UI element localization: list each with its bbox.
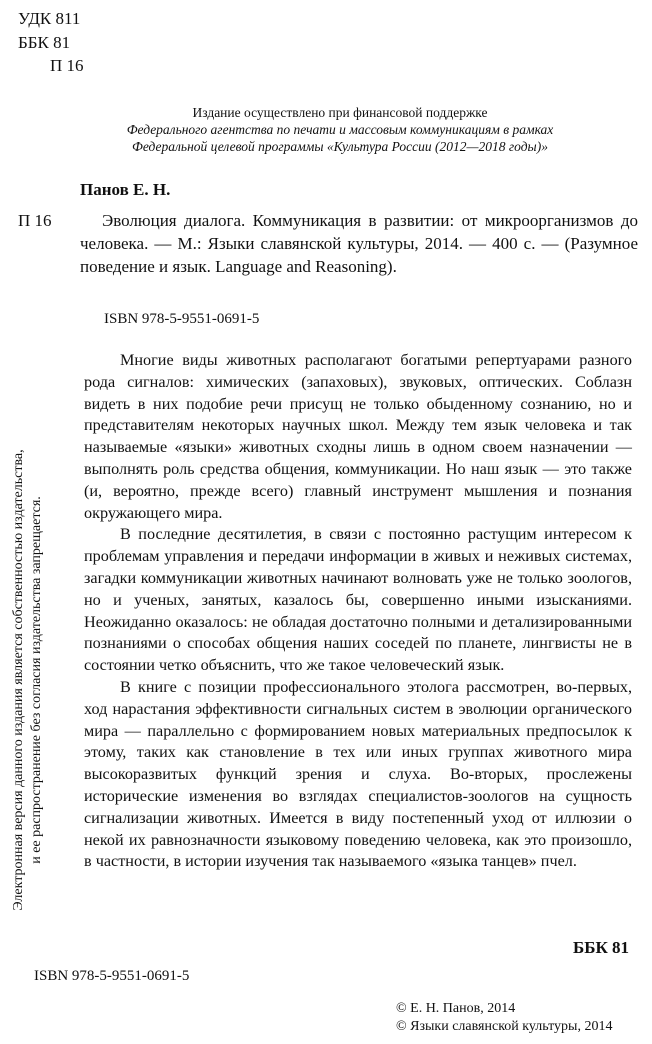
support-note xyxy=(80,104,600,155)
support-note-line: Федерального агентства по печати и массовым коммуникациям в рамках xyxy=(126,122,554,137)
copyright-notice-line: Электронная версия данного издания является собственностью издательства, xyxy=(11,449,26,911)
author-sign: П 16 xyxy=(50,56,84,75)
copyright-publisher: © Языки славянской культуры, 2014 xyxy=(396,1019,613,1034)
abstract-paragraph: Многие виды животных располагают богатыми репертуарами разного рода сигналов: химических (запаховых), звуковых, оптических. Соблазн видеть в них подобие речи присущ не только обыденному сознанию, но и представителям некоторых научных школ. Между тем язык человека и так называемые «языки» животных сходны лишь в одном своем назначении — выполнять роль средства общения, коммуникации. Но наш язык — это также (и, вероятно, прежде всего) главный инструмент мышления и познания окружающего мира. xyxy=(84,351,632,522)
isbn-bottom: ISBN 978-5-9551-0691-5 xyxy=(34,968,190,984)
copyright-author: © Е. Н. Панов, 2014 xyxy=(396,1001,516,1016)
abstract xyxy=(84,350,632,873)
bibliographic-record xyxy=(80,209,638,278)
bbk-bottom: ББК 81 xyxy=(573,938,630,957)
support-note-line: Издание осуществлено при финансовой поддержке xyxy=(192,105,488,120)
bibliographic-text: Эволюция диалога. Коммуникация в развитии: от микроорганизмов до человека. — М.: Языки славянской культуры, 2014. — 400 с. — (Разумное поведение и язык. Language and Reasoning). xyxy=(80,211,638,276)
abstract-paragraph: В книге с позиции профессионального этолога рассмотрен, во-первых, ход нарастания эффективности сигнальных систем в эволюции органического мира — параллельно с формированием новых материальных предпосылок к этому, таких как становление в тех или иных группах животного мира высокоразвитых функций зрения и слуха. Во-вторых, прослежены исторические изменения во взглядах специалистов-зоологов на сущность сигнализации животных. Имеется в виду постепенный уход от иллюзии о некой их равнозначности языковому поведению человека, как это произошло, в частности, в истории изучения так называемого «языка танцев» пчел. xyxy=(84,677,632,871)
isbn-record: ISBN 978-5-9551-0691-5 xyxy=(104,311,260,327)
bbk-code: ББК 81 xyxy=(18,33,71,52)
margin-sign: П 16 xyxy=(18,211,52,230)
support-note-line: Федеральной целевой программы «Культура России (2012—2018 годы)» xyxy=(132,139,548,154)
copyright-notice xyxy=(10,360,46,1000)
author-heading: Панов Е. Н. xyxy=(80,180,171,199)
copyright-notice-line: и ее распространение без согласия издательства запрещается. xyxy=(29,496,44,864)
abstract-paragraph: В последние десятилетия, в связи с постоянно растущим интересом к проблемам управления и передачи информации в живых и неживых системах, загадки коммуникации животных начинают волновать уже не только зоологов, но и ученых, занятых, казалось бы, совершенно иными изысканиями. Неожиданно оказалось: не обладая достаточно полными и детализированными познаниями о способах общения наших соседей по планете, лингвисты не в состоянии четко объяснить, что же такое человеческий язык. xyxy=(84,525,632,675)
udk-code: УДК 811 xyxy=(18,9,81,28)
